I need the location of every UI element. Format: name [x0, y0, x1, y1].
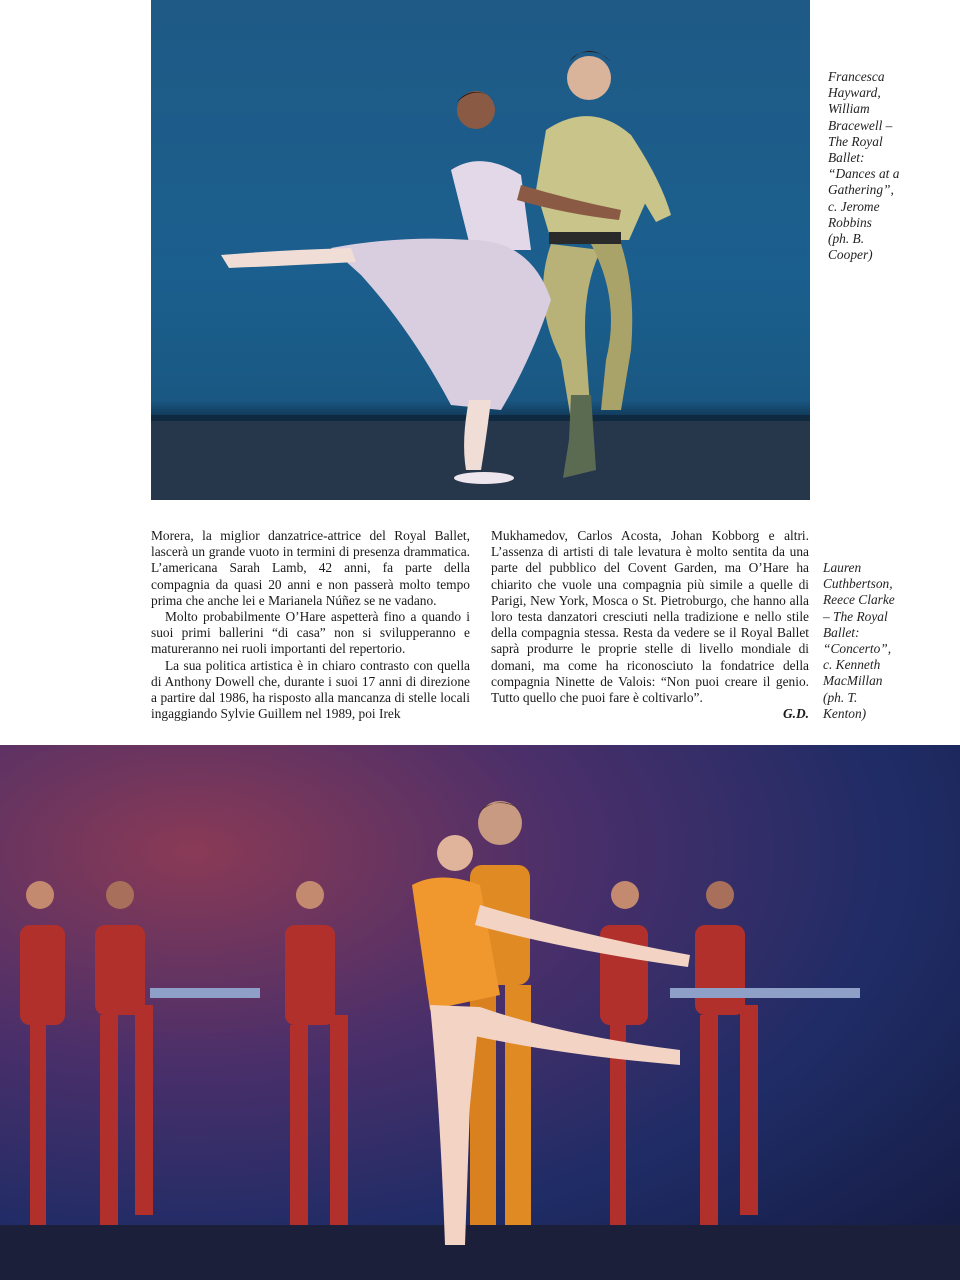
article-column-left [151, 528, 470, 722]
photo-concerto [0, 745, 960, 1280]
paragraph: Molto probabilmente O’Hare aspetterà fino a quando i suoi primi ballerini “di casa” non si svilupperanno e matureranno nei ruoli importanti del repertorio. [151, 609, 470, 657]
paragraph: La sua politica artistica è in chiaro contrasto con quella di Anthony Dowell che, durante i suoi 17 anni di direzione a partire dal 1986, ha risposto alla mancanza di stelle locali ingaggiando Sylvie Guillem nel 1989, poi Irek [151, 657, 470, 722]
author-signature: G.D. [782, 706, 809, 721]
photo-caption-top: Francesca Hayward, William Bracewell – The Royal Ballet: “Dances at a Gathering”, c. Jerome Robbins (ph. B. Cooper) [828, 69, 900, 263]
paragraph: Mukhamedov, Carlos Acosta, Johan Kobborg e altri. L’assenza di artisti di tale levatura è molto sentita da una parte del pubblico del Covent Garden, ma O’Hare ha chiarito che vuole una compagnia più simile a quelle di Parigi, New York, Mosca o St. Pietroburgo, che hanno alla loro testa danzatori cresciuti nella tradizione e nello stile della compagnia stessa. Resta da vedere se il Royal Ballet saprà produrre le proprie stelle di livello mondiale di domani, ma come ha riconosciuto la fondatrice della compagnia Ninette de Valois: “Non puoi creare il genio. Tutto quello che puoi fare è coltivarlo”. [491, 528, 809, 706]
paragraph: Morera, la miglior danzatrice-attrice del Royal Ballet, lascerà un grande vuoto in termini di presenza drammatica. L’americana Sarah Lamb, 42 anni, fa parte della compagnia da quasi 20 anni e non passerà molto tempo prima che anche lei e Marianela Núñez se ne vadano. [151, 528, 470, 608]
lead-couple [412, 801, 690, 1245]
photo-dances-at-a-gathering [151, 0, 810, 500]
male-dancer [536, 51, 671, 478]
dancers-illustration-bottom [0, 745, 960, 1280]
stage-floor [0, 1225, 960, 1280]
corps-dancers-left [20, 881, 348, 1225]
dancers-illustration-top [151, 0, 810, 500]
photo-caption-bottom: Lauren Cuthbertson, Reece Clarke – The Royal Ballet: “Concerto”, c. Kenneth MacMillan (ph. T. Kenton) [823, 560, 895, 721]
article-column-right [491, 528, 809, 706]
